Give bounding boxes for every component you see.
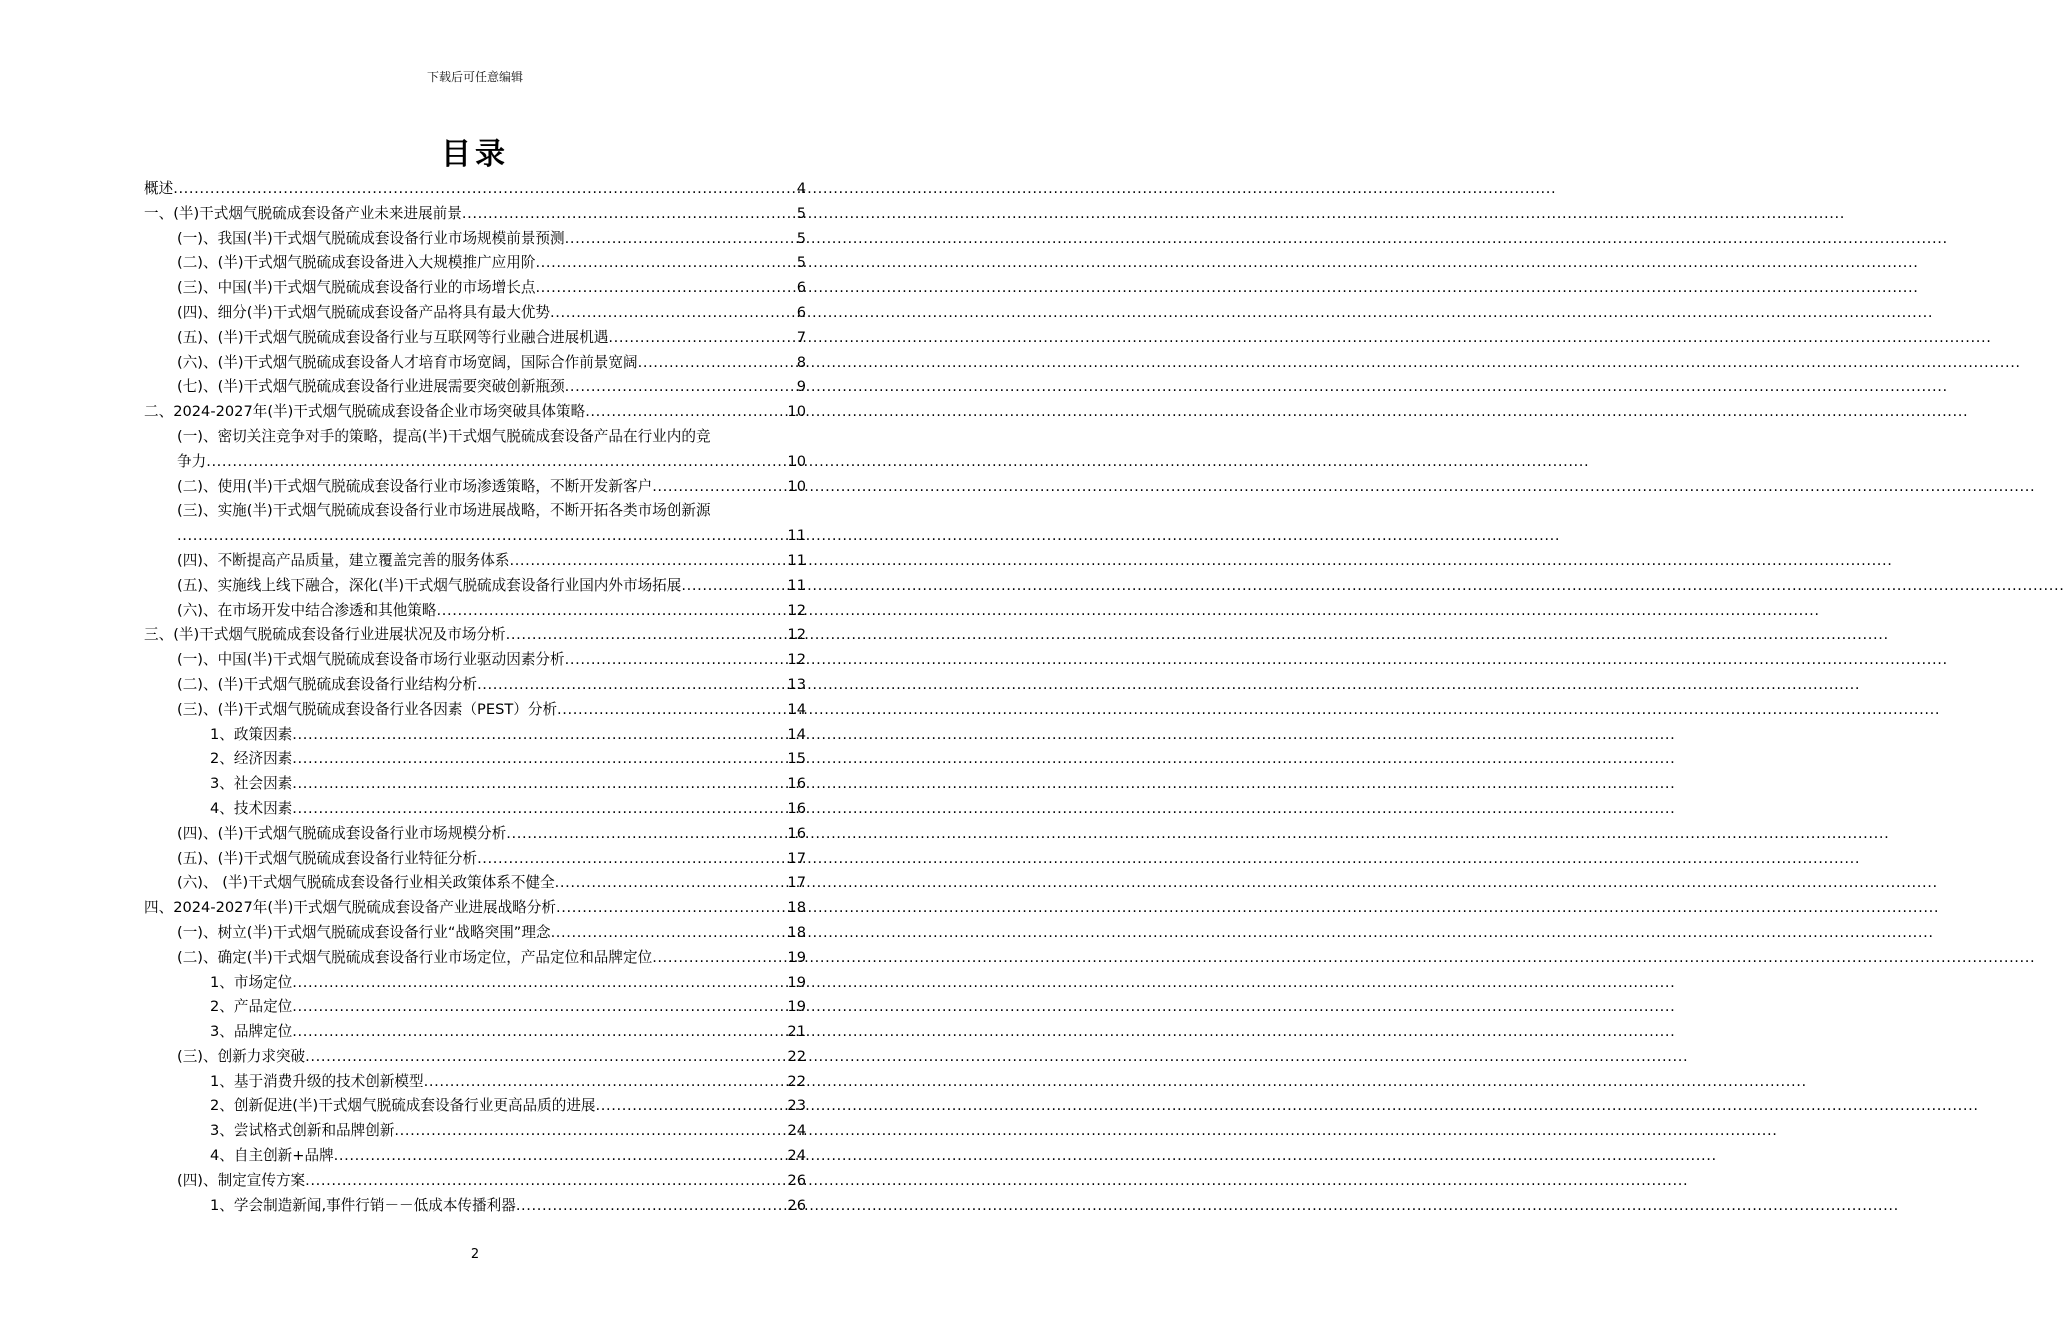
toc-entry-title: (一)、密切关注竞争对手的策略，提高(半)干式烟气脱硫成套设备产品在行业内的竞	[177, 427, 711, 445]
toc-leader-dots	[652, 475, 786, 500]
toc-entry-title: 概述	[144, 180, 174, 197]
toc-leader-dots	[596, 1094, 787, 1119]
toc-leader-dots	[477, 847, 786, 872]
page-number: 2	[470, 1247, 480, 1262]
toc-entry-page: 18	[787, 899, 806, 917]
toc-leader-dots	[173, 177, 796, 202]
toc-entry-page: 11	[787, 576, 806, 594]
toc-entry-title: (五)、实施线上线下融合，深化(半)干式烟气脱硫成套设备行业国内外市场拓展	[177, 576, 682, 594]
toc-entry-title: 3、尝试格式创新和品牌创新	[210, 1122, 395, 1140]
toc-entry-page: 16	[787, 799, 806, 817]
toc-entry-page: 26	[787, 1196, 806, 1214]
toc-entry-page: 11	[787, 551, 806, 569]
toc-leader-dots	[477, 673, 786, 698]
toc-leader-dots	[305, 1169, 786, 1194]
toc-entry-title: 三、(半)干式烟气脱硫成套设备行业进展状况及市场分析	[144, 626, 506, 644]
toc-entry[interactable]	[144, 301, 806, 326]
toc-entry-page: 19	[787, 948, 806, 966]
toc-entry-page: 5	[796, 254, 806, 272]
table-of-contents	[144, 177, 806, 1218]
toc-entry-title: (四)、制定宣传方案	[177, 1171, 306, 1189]
toc-entry[interactable]	[144, 623, 806, 648]
toc-leader-dots	[535, 251, 795, 276]
toc-entry[interactable]	[144, 1144, 806, 1169]
toc-entry-title: (六)、 (半)干式烟气脱硫成套设备行业相关政策体系不健全	[177, 874, 555, 892]
toc-entry-page: 10	[787, 452, 806, 470]
toc-entry[interactable]	[144, 177, 806, 202]
toc-leader-dots	[506, 822, 786, 847]
toc-entry-page: 5	[796, 229, 806, 247]
toc-entry-page: 17	[787, 874, 806, 892]
toc-entry[interactable]	[144, 276, 806, 301]
toc-entry-title: (五)、(半)干式烟气脱硫成套设备行业特征分析	[177, 849, 478, 867]
toc-leader-dots	[551, 921, 787, 946]
toc-entry-title: 4、自主创新+品牌	[210, 1147, 334, 1165]
toc-leader-dots	[292, 971, 786, 996]
toc-leader-dots	[550, 301, 796, 326]
toc-leader-dots	[681, 574, 786, 599]
toc-entry-title: 1、政策因素	[210, 725, 293, 743]
toc-leader-dots	[305, 1045, 786, 1070]
toc-leader-dots	[565, 648, 787, 673]
toc-entry-title: 2、产品定位	[210, 998, 293, 1016]
toc-entry[interactable]	[144, 847, 806, 872]
toc-entry-title: (六)、在市场开发中结合渗透和其他策略	[177, 601, 437, 619]
toc-leader-dots	[292, 747, 786, 772]
toc-entry-page: 21	[787, 1023, 806, 1041]
toc-entry-page: 26	[787, 1171, 806, 1189]
toc-entry-title: 1、学会制造新闻,事件行销－－低成本传播利器	[210, 1196, 516, 1214]
toc-entry[interactable]	[144, 995, 806, 1020]
toc-leader-dots	[292, 797, 786, 822]
toc-entry[interactable]	[144, 946, 806, 971]
toc-entry-title: 4、技术因素	[210, 799, 293, 817]
toc-entry-page: 23	[787, 1097, 806, 1115]
toc-entry[interactable]	[144, 1194, 806, 1219]
toc-entry-title: (七)、(半)干式烟气脱硫成套设备行业进展需要突破创新瓶颈	[177, 378, 565, 396]
toc-entry-page: 14	[787, 700, 806, 718]
toc-entry-page: 16	[787, 775, 806, 793]
toc-leader-dots	[608, 326, 795, 351]
toc-leader-dots	[535, 276, 795, 301]
toc-leader-dots	[585, 400, 786, 425]
toc-entry-title: (四)、(半)干式烟气脱硫成套设备行业市场规模分析	[177, 824, 507, 842]
toc-entry[interactable]	[144, 896, 806, 921]
toc-entry[interactable]	[144, 499, 806, 549]
toc-entry-title: 2、经济因素	[210, 750, 293, 768]
toc-entry[interactable]	[144, 1169, 806, 1194]
toc-entry[interactable]	[144, 1045, 806, 1070]
toc-entry[interactable]	[144, 723, 806, 748]
toc-entry-title: 3、品牌定位	[210, 1023, 293, 1041]
toc-entry-page: 10	[787, 403, 806, 421]
toc-leader-dots	[565, 375, 796, 400]
toc-entry-page: 19	[787, 998, 806, 1016]
toc-entry-page: 22	[787, 1072, 806, 1090]
toc-leader-dots	[638, 351, 796, 376]
toc-entry[interactable]	[144, 1020, 806, 1045]
toc-leader-dots	[652, 946, 786, 971]
toc-leader-dots	[556, 896, 786, 921]
toc-leader-dots	[394, 1119, 786, 1144]
toc-entry-title: 1、市场定位	[210, 973, 293, 991]
toc-leader-dots	[292, 772, 786, 797]
toc-entry-title: (三)、创新力求突破	[177, 1047, 306, 1065]
toc-entry-page: 24	[787, 1122, 806, 1140]
toc-entry-title-continued: 争力	[177, 452, 207, 470]
toc-entry[interactable]	[144, 1094, 806, 1119]
toc-leader-dots	[509, 549, 786, 574]
toc-entry[interactable]	[144, 871, 806, 896]
toc-entry-title: (三)、中国(半)干式烟气脱硫成套设备行业的市场增长点	[177, 279, 536, 297]
toc-entry-title: 二、2024-2027年(半)干式烟气脱硫成套设备企业市场突破具体策略	[144, 403, 586, 421]
toc-entry[interactable]	[144, 698, 806, 723]
toc-entry[interactable]	[144, 971, 806, 996]
toc-entry-page: 15	[787, 750, 806, 768]
toc-entry-title: 3、社会因素	[210, 775, 293, 793]
toc-leader-dots	[292, 1020, 786, 1045]
toc-entry-page: 12	[787, 601, 806, 619]
toc-entry-page: 18	[787, 923, 806, 941]
toc-leader-dots	[177, 524, 786, 549]
toc-entry-page: 16	[787, 824, 806, 842]
toc-entry-page: 22	[787, 1047, 806, 1065]
toc-entry[interactable]	[144, 202, 806, 227]
toc-entry-title: (二)、(半)干式烟气脱硫成套设备进入大规模推广应用阶	[177, 254, 536, 272]
toc-entry[interactable]	[144, 599, 806, 624]
toc-entry-page: 17	[787, 849, 806, 867]
toc-entry-title: (四)、不断提高产品质量，建立覆盖完善的服务体系	[177, 551, 510, 569]
toc-entry-title: 一、(半)干式烟气脱硫成套设备产业未来进展前景	[144, 204, 462, 222]
toc-leader-dots	[334, 1144, 787, 1169]
toc-entry[interactable]	[144, 326, 806, 351]
toc-entry[interactable]	[144, 747, 806, 772]
toc-entry-title: (二)、(半)干式烟气脱硫成套设备行业结构分析	[177, 675, 478, 693]
toc-entry[interactable]	[144, 549, 806, 574]
toc-leader-dots	[206, 450, 786, 475]
toc-entry-title: (二)、确定(半)干式烟气脱硫成套设备行业市场定位，产品定位和品牌定位	[177, 948, 653, 966]
toc-entry[interactable]	[144, 351, 806, 376]
toc-leader-dots	[292, 723, 786, 748]
toc-entry-page: 12	[787, 626, 806, 644]
toc-entry-page: 11	[787, 527, 806, 545]
page-header: 下载后可任意编辑	[426, 70, 523, 84]
toc-leader-dots	[424, 1070, 787, 1095]
toc-entry[interactable]	[144, 797, 806, 822]
toc-entry-page: 14	[787, 725, 806, 743]
toc-entry[interactable]	[144, 1119, 806, 1144]
toc-entry[interactable]	[144, 425, 806, 475]
toc-entry-title: (六)、(半)干式烟气脱硫成套设备人才培育市场宽阔，国际合作前景宽阔	[177, 353, 638, 371]
toc-entry-title: (三)、(半)干式烟气脱硫成套设备行业各因素（PEST）分析	[177, 700, 558, 718]
toc-entry-page: 7	[796, 328, 806, 346]
toc-leader-dots	[462, 202, 796, 227]
toc-entry-title: (二)、使用(半)干式烟气脱硫成套设备行业市场渗透策略，不断开发新客户	[177, 477, 653, 495]
toc-leader-dots	[506, 623, 787, 648]
toc-entry-title: 1、基于消费升级的技术创新模型	[210, 1072, 424, 1090]
toc-entry[interactable]	[144, 251, 806, 276]
toc-entry-page: 13	[787, 675, 806, 693]
toc-entry-title: (四)、细分(半)干式烟气脱硫成套设备产品将具有最大优势	[177, 303, 551, 321]
toc-entry-title: (一)、树立(半)干式烟气脱硫成套设备行业“战略突围”理念	[177, 923, 551, 941]
toc-entry[interactable]	[144, 227, 806, 252]
toc-entry[interactable]	[144, 921, 806, 946]
toc-leader-dots	[555, 871, 787, 896]
toc-entry-title: (五)、(半)干式烟气脱硫成套设备行业与互联网等行业融合进展机遇	[177, 328, 609, 346]
toc-entry-title: (三)、实施(半)干式烟气脱硫成套设备行业市场进展战略，不断开拓各类市场创新源	[177, 502, 711, 520]
toc-entry-title: (一)、我国(半)干式烟气脱硫成套设备行业市场规模前景预测	[177, 229, 565, 247]
toc-entry-page: 4	[796, 180, 806, 197]
toc-entry[interactable]	[144, 1070, 806, 1095]
toc-entry[interactable]	[144, 400, 806, 425]
toc-entry-page: 5	[796, 204, 806, 222]
toc-leader-dots	[565, 227, 796, 252]
toc-entry[interactable]	[144, 375, 806, 400]
toc-entry[interactable]	[144, 673, 806, 698]
toc-title: 目录	[441, 137, 509, 172]
toc-entry-title: 2、创新促进(半)干式烟气脱硫成套设备行业更高品质的进展	[210, 1097, 596, 1115]
toc-leader-dots	[292, 995, 786, 1020]
toc-entry-page: 6	[796, 303, 806, 321]
toc-entry-page: 24	[787, 1147, 806, 1165]
toc-entry[interactable]	[144, 475, 806, 500]
toc-entry-page: 6	[796, 279, 806, 297]
toc-entry-title: 四、2024-2027年(半)干式烟气脱硫成套设备产业进展战略分析	[144, 899, 556, 917]
toc-entry-page: 8	[796, 353, 806, 371]
toc-entry[interactable]	[144, 648, 806, 673]
toc-leader-dots	[516, 1194, 787, 1219]
toc-entry-page: 9	[796, 378, 806, 396]
toc-entry[interactable]	[144, 772, 806, 797]
toc-entry-page: 12	[787, 651, 806, 669]
toc-entry-page: 10	[787, 477, 806, 495]
toc-entry-title: (一)、中国(半)干式烟气脱硫成套设备市场行业驱动因素分析	[177, 651, 565, 669]
toc-entry-page: 19	[787, 973, 806, 991]
toc-entry[interactable]	[144, 822, 806, 847]
toc-entry[interactable]	[144, 574, 806, 599]
toc-leader-dots	[436, 599, 786, 624]
toc-leader-dots	[557, 698, 786, 723]
